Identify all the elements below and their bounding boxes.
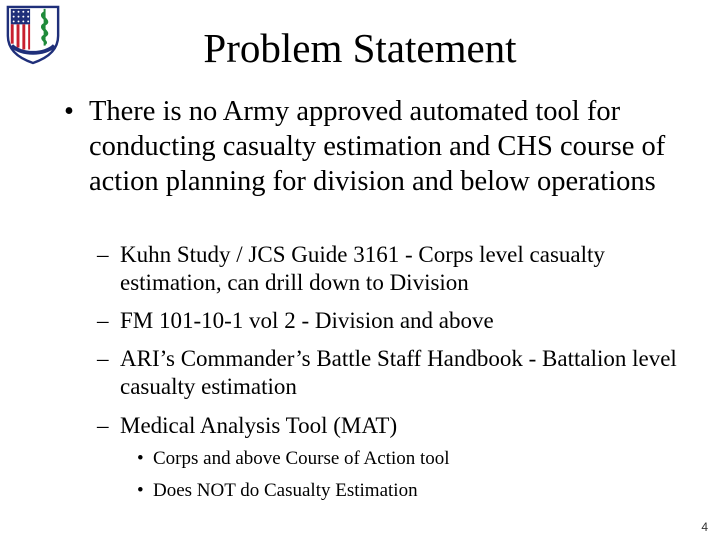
slide-title: Problem Statement xyxy=(203,25,517,71)
dash-symbol: – xyxy=(97,242,109,267)
bullet-level-2 xyxy=(97,241,687,297)
dash-symbol: – xyxy=(97,346,109,371)
bullet-level-3 xyxy=(137,479,677,503)
bullet-text: Kuhn Study / JCS Guide 3161 - Corps level casualty estimation, can drill down to Division xyxy=(120,242,605,295)
bullet-level-2 xyxy=(97,412,687,440)
bullet-level-2 xyxy=(97,307,687,335)
bullet-symbol: • xyxy=(137,448,144,469)
bullet-level-1 xyxy=(64,94,684,199)
slide-number: 4 xyxy=(701,520,708,534)
dash-symbol: – xyxy=(97,308,109,333)
bullet-text: ARI’s Commander’s Battle Staff Handbook - Battalion level casualty estimation xyxy=(120,346,677,399)
bullet-text: FM 101-10-1 vol 2 - Division and above xyxy=(120,308,494,333)
bullet-symbol: • xyxy=(137,480,144,501)
bullet-text: Corps and above Course of Action tool xyxy=(153,448,450,469)
bullet-text: There is no Army approved automated tool for conducting casualty estimation and CHS course of action planning for division and below operations xyxy=(89,96,666,197)
dash-symbol: – xyxy=(97,413,109,438)
bullet-level-3 xyxy=(137,447,677,471)
bullet-level-2 xyxy=(97,345,687,401)
bullet-text: Does NOT do Casualty Estimation xyxy=(153,480,418,501)
bullet-text: Medical Analysis Tool (MAT) xyxy=(120,413,398,438)
bullet-symbol: • xyxy=(64,96,74,127)
